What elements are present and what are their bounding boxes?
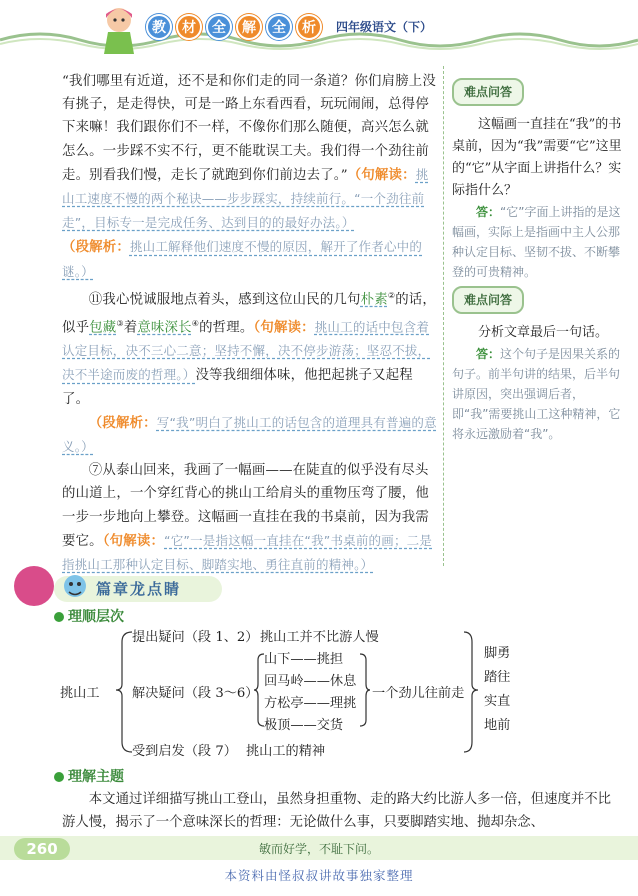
answer-text: 这个句子是因果关系的句子。前半句讲的结果，后半句讲原因，突出强调后者，即“我”需要挑山工这种精神，它将永远激励着“我”。 — [452, 347, 621, 441]
qa-badge: 难点问答 — [452, 286, 524, 314]
paragraph-analysis-text: 写“我”明白了挑山工的话包含的道理具有普遍的意义。） — [62, 414, 437, 454]
heading-text: 理顺层次 — [68, 609, 124, 625]
footnote-mark: ② — [387, 290, 396, 300]
paragraph-analysis-label: （段解析： — [62, 239, 130, 256]
paragraph-analysis-text: 挑山工解释他们速度不慢的原因，解开了作者心中的谜。） — [62, 239, 423, 279]
quote-text: “我们哪里有近道，还不是和你们走的同一条道？你们肩膀上没有挑子，是走得快，可是一路上东看西看，玩玩闹闹，总得停下来嘛！我们跟你们不一样，不像你们那么随便，高兴怎么就怎么。一步踩不实不行，更不能耽误工夫。我们得一个劲往前走。别看我们慢，走长了就跑到你们前边去了。” — [62, 74, 436, 183]
structure-stage: 提出疑问（段 1、2） — [132, 630, 259, 645]
vocab-term: 朴素 — [360, 292, 388, 308]
section-title: 篇章龙点睛 — [96, 580, 182, 598]
vocab-term: 意味深长 — [137, 319, 192, 335]
structure-root: 挑山工 — [60, 686, 100, 701]
answer-text: “它”字面上讲指的是这幅画，实际上是指画中主人公那种认定目标、坚韧不拔、不断攀登的可贵精神。 — [452, 205, 621, 279]
sentence-analysis-label: （句解读： — [347, 166, 416, 183]
spirit-word: 踏往 — [484, 670, 511, 685]
dragon-mascot-icon — [14, 566, 54, 606]
theme-text: 本文通过详细描写挑山工登山，虽然身担重物、走的路大约比游人多一倍，但速度并不比游人慢，揭示了一个意味深长的哲理：无论做什么事，只要脚踏实地、抛却杂念、 — [62, 792, 612, 830]
column-divider — [443, 66, 444, 566]
body-text: 我心悦诚服地点着头，感到这位山民的几句 — [102, 292, 361, 308]
structure-step: 山下——挑担 — [264, 652, 344, 667]
body-text: 从泰山回来，我画了一幅画——在陡直的似乎没有尽头的山道上，一个穿红背心的挑山工给肩头的重物压弯了腰，他一步一步地向上攀登。这幅画一直挂在我的书桌前，因为我需要它。 — [62, 463, 429, 549]
sentence-analysis-text: 挑山工速度不慢的两个秘诀——步步踩实，持续前行。“一个劲往前走”，目标专一是完成任务、达到目的的最好办法。） — [62, 166, 429, 231]
paragraph — [62, 284, 438, 411]
side-notes — [452, 74, 624, 444]
answer-label: 答： — [476, 205, 501, 219]
footnote-mark: ③ — [116, 318, 124, 328]
section-banner — [14, 566, 224, 606]
theme-heading — [54, 766, 124, 786]
mascot-girl-icon — [96, 4, 142, 56]
structure-desc: 挑山工的精神 — [246, 744, 326, 759]
main-text-column — [62, 70, 438, 577]
qa-badge: 难点问答 — [452, 78, 524, 106]
structure-result: 一个劲儿往前走 — [372, 686, 465, 701]
page-number: 260 — [14, 838, 70, 860]
title-char: 教 — [146, 14, 172, 40]
title-char: 材 — [176, 14, 202, 40]
structure-step: 回马岭——休息 — [264, 674, 357, 689]
sentence-analysis-label: （句解读： — [253, 318, 315, 335]
body-text: 没等我细细体味，他把起挑子又起程了。 — [62, 368, 413, 407]
sentence-analysis-text: “它”一是指这幅一直挂在“我”书桌前的画；二是指挑山工那种认定目标、脚踏实地、勇往直前的精神。） — [62, 532, 433, 572]
paragraph-number: ⑪ — [88, 292, 103, 308]
dragon-head-icon — [60, 572, 90, 604]
sentence-analysis-text: 挑山工的话中包含着认定目标，决不三心二意；坚持不懈，决不停步游荡；坚忍不拔，决不半途而废的哲理。） — [62, 318, 431, 383]
side-question: 分析文章最后一句话。 — [478, 325, 609, 340]
title-char: 全 — [206, 14, 232, 40]
spirit-word: 实直 — [484, 694, 511, 709]
answer-label: 答： — [476, 347, 501, 361]
footnote-mark: ④ — [191, 318, 200, 328]
paragraph — [62, 235, 438, 283]
title-char: 全 — [266, 14, 292, 40]
side-answer — [452, 344, 624, 444]
body-text: 的话，似乎 — [62, 292, 436, 335]
book-title — [146, 14, 322, 40]
body-text: 的哲理。 — [199, 319, 254, 335]
structure-diagram — [60, 626, 620, 766]
side-answer — [452, 202, 624, 282]
bullet-dot — [54, 612, 64, 622]
page-header — [0, 0, 638, 64]
vocab-term: 包藏 — [89, 319, 117, 335]
paragraph-number: ⑦ — [88, 463, 103, 479]
structure-stage: 受到启发（段 7） — [132, 744, 237, 759]
paragraph-analysis-label: （段解析： — [88, 414, 157, 431]
title-char: 析 — [296, 14, 322, 40]
grade-label: 四年级语文（下） — [336, 20, 433, 34]
structure-desc: 挑山工并不比游人慢 — [260, 630, 379, 645]
body-text: 着 — [123, 319, 138, 335]
order-heading — [54, 606, 124, 626]
side-question: 这幅画一直挂在“我”的书桌前，因为“我”需要“它”这里的“它”从字面上讲指什么？实际指什么？ — [452, 117, 622, 198]
structure-step: 极顶——交货 — [264, 718, 344, 733]
paragraph — [62, 459, 438, 577]
paragraph — [62, 411, 438, 459]
structure-step: 方松亭——理挑 — [264, 696, 357, 711]
bullet-dot — [54, 772, 64, 782]
paragraph — [62, 70, 438, 235]
footer-motto: 敏而好学，不耻下问。 — [258, 842, 379, 856]
structure-stage: 解决疑问（段 3～6） — [132, 686, 259, 701]
spirit-word: 地前 — [484, 718, 511, 733]
sentence-analysis-label: （句解读： — [102, 532, 165, 549]
spirit-word: 脚勇 — [484, 646, 511, 661]
title-char: 解 — [236, 14, 262, 40]
footer-credit: 本资料由怪叔叔讲故事独家整理 — [224, 868, 414, 883]
heading-text: 理解主题 — [68, 769, 124, 785]
